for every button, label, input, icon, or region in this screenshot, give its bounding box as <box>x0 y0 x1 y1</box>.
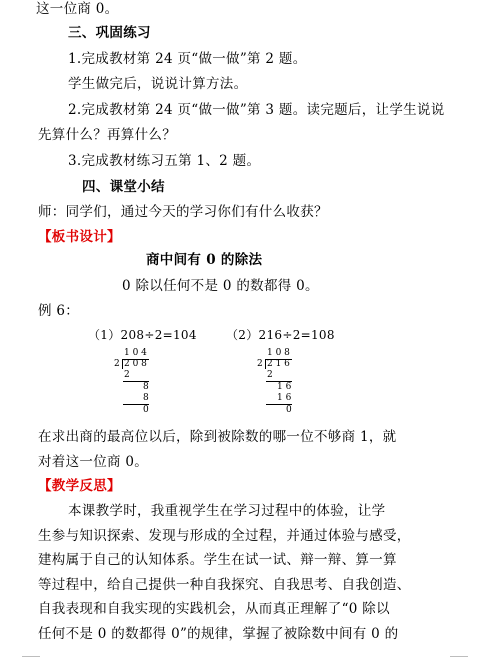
board-title: 商中间有 0 的除法 <box>146 252 263 268</box>
partial-product: 2 <box>124 370 130 380</box>
text-line: 任何不是 0 的数都得 0”的规律，掌握了被除数中间有 0 的 <box>38 626 399 642</box>
division-bracket <box>122 359 123 369</box>
quotient: 1 0 4 <box>124 348 147 358</box>
partial-dividend: 1 6 <box>277 382 292 392</box>
text-line: 对着这一位商 0。 <box>38 454 149 470</box>
section-heading: 三、巩固练习 <box>68 25 151 41</box>
remainder: 0 <box>286 405 292 415</box>
section-label-reflection: 【教学反思】 <box>38 478 121 494</box>
text-line: 2.完成教材第 24 页“做一做”第 3 题。读完题后，让学生说说 <box>68 102 445 118</box>
remainder: 0 <box>143 405 149 415</box>
board-rule: 0 除以任何不是 0 的数都得 0。 <box>122 278 319 294</box>
quotient: 1 0 8 <box>267 348 290 358</box>
text-line: 自我表现和自我实现的实践机会，从而真正理解了“0 除以 <box>38 601 390 617</box>
dividend: 2 1 6 <box>267 359 290 369</box>
text-line: 这一位商 0。 <box>36 1 119 17</box>
page-corner-mark-left <box>22 656 40 657</box>
text-line: 学生做完后，说说计算方法。 <box>68 76 248 92</box>
text-line: 本课教学时，我重视学生在学习过程中的体验，让学 <box>68 503 386 519</box>
text-line: 生参与知识探索、发现与形成的全过程，并通过体验与感受， <box>38 528 411 544</box>
section-heading: 四、课堂小结 <box>82 179 165 195</box>
text-line: 3.完成教材练习五第 1、2 题。 <box>68 153 261 169</box>
page-corner-mark-right <box>450 656 468 657</box>
partial-product: 1 6 <box>277 393 292 403</box>
long-division-1 <box>110 349 170 417</box>
text-line: 1.完成教材第 24 页“做一做”第 2 题。 <box>68 51 307 67</box>
section-label-board-design: 【板书设计】 <box>38 229 121 245</box>
text-line: 先算什么？再算什么？ <box>38 127 176 143</box>
divisor: 2 <box>114 359 120 369</box>
equation-1: （1）208÷2=104 <box>88 328 197 342</box>
text-line: 师：同学们，通过今天的学习你们有什么收获？ <box>38 204 328 220</box>
dividend: 2 0 8 <box>124 359 147 369</box>
partial-dividend: 8 <box>143 382 149 392</box>
division-bracket <box>265 359 266 369</box>
text-line: 在求出商的最高位以后，除到被除数的哪一位不够商 1，就 <box>38 429 397 445</box>
text-line: 等过程中，给自己提供一种自我探究、自我思考、自我创造、 <box>38 577 411 593</box>
partial-product: 2 <box>267 370 273 380</box>
long-division-2 <box>253 349 313 417</box>
partial-product: 8 <box>143 393 149 403</box>
example-label: 例 6： <box>38 303 80 319</box>
text-line: 建构属于自己的认知体系。学生在试一试、辩一辩、算一算 <box>38 552 397 568</box>
equation-2: （2）216÷2=108 <box>226 328 335 342</box>
divisor: 2 <box>257 359 263 369</box>
